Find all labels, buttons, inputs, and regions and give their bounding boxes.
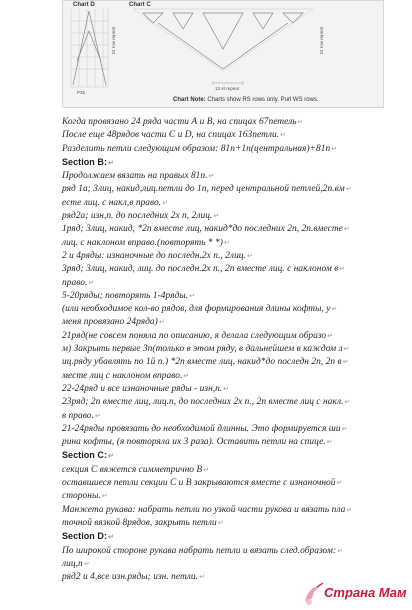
paragraph-mark-icon: ↵ xyxy=(336,479,343,488)
paragraph-mark-icon: ↵ xyxy=(345,185,352,194)
paragraph-mark-icon: ↵ xyxy=(208,172,215,181)
line-text: лиц. с наклоном вправо.(повторять * *) xyxy=(62,237,223,248)
line-text: 3ряд; 3лиц, накид, лиц. до последн.2х п., 2п вместе лиц. с наклоном в xyxy=(62,264,339,275)
line-text: стороны. xyxy=(62,491,101,502)
chart-note xyxy=(173,97,319,103)
knitting-chart-image xyxy=(62,0,384,108)
line-text: 1ряд; 3лиц, накид, *2п вместе лиц, накид*до последних 2п, 2п.вместе xyxy=(62,224,343,235)
line-text: Section C: xyxy=(62,450,108,461)
text-line xyxy=(62,343,408,356)
line-text: (или необходимое кол-во рядов, для формирования длины кофты, у xyxy=(62,304,331,315)
text-line xyxy=(62,277,408,290)
line-text: ряд2 и 4,все изн.ряды; изн. петли. xyxy=(62,572,199,583)
line-text: 2 и 4ряды: изнаночные до последн.2х п., 2лиц. xyxy=(62,250,246,261)
chart-d-label: Chart D xyxy=(73,2,95,8)
paragraph-mark-icon: ↵ xyxy=(337,546,344,555)
paragraph-mark-icon: ↵ xyxy=(280,131,287,140)
text-line xyxy=(62,477,408,490)
line-text: есте лиц. с накл,в право. xyxy=(62,197,162,208)
text-line xyxy=(62,183,408,196)
text-line xyxy=(62,170,408,183)
paragraph-mark-icon: ↵ xyxy=(344,398,351,407)
line-text: По широкой стороне рукава набрать петли и вязать след.образом: xyxy=(62,545,337,556)
line-text: 21ряд(не совсем поняла по описанию, я делала следующим образо xyxy=(62,330,327,341)
line-text: 5-20ряды; повторять 1-4ряды. xyxy=(62,290,189,301)
line-text: ряд 1а; 3лиц, накид,лиц.петли до 1п, перед центральной петлей,2п.вм xyxy=(62,184,345,195)
text-line xyxy=(62,129,408,142)
paragraph-mark-icon: ↵ xyxy=(343,345,350,354)
stork-icon xyxy=(302,581,324,607)
text-line xyxy=(62,383,408,396)
paragraph-mark-icon: ↵ xyxy=(346,505,353,514)
line-text: Section B: xyxy=(62,156,108,167)
text-line xyxy=(62,143,408,156)
text-line xyxy=(62,223,408,236)
paragraph-mark-icon: ↵ xyxy=(108,453,114,461)
paragraph-mark-icon: ↵ xyxy=(297,118,304,126)
chart-note-prefix: Chart Note: xyxy=(173,97,206,103)
section-heading xyxy=(62,530,408,544)
text-line xyxy=(62,558,408,571)
text-line xyxy=(62,410,408,423)
line-text: право. xyxy=(62,277,88,288)
paragraph-mark-icon: ↵ xyxy=(199,573,205,582)
line-text: 22-24ряд и все изнаночные ряды - изн,п. xyxy=(62,383,223,394)
logo-text: Страна Мам xyxy=(324,585,407,600)
paragraph-mark-icon: ↵ xyxy=(213,212,220,221)
chart-repeat-label: 12-st repeat xyxy=(215,86,240,91)
line-text: м) Закрыть первые 3п(только в этом ряду, в дальнейшем в каждом л xyxy=(62,344,343,355)
paragraph-mark-icon: ↵ xyxy=(101,492,108,501)
paragraph-mark-icon: ↵ xyxy=(246,251,253,260)
paragraph-mark-icon: ↵ xyxy=(83,559,90,568)
line-text: точной вязкой 8рядов, закрыть петли xyxy=(62,517,217,528)
knitting-chart-grid xyxy=(63,1,385,109)
text-line xyxy=(62,396,408,409)
line-text: Разделить петли следующим образом: 81п+1п(центральная)+81п xyxy=(62,143,331,154)
text-line xyxy=(62,490,408,503)
line-text: Продолжаем вязать на правых 81п. xyxy=(62,171,208,182)
text-line xyxy=(62,436,408,449)
site-logo xyxy=(302,579,410,607)
chart-note-text: Charts show RS rows only. Purl WS rows. xyxy=(205,97,319,103)
paragraph-mark-icon: ↵ xyxy=(158,318,165,327)
line-text: иц.ряду убавлять по 1й п.) *2п вместе лиц, накид*до последн 2п, 2п в xyxy=(62,357,342,368)
paragraph-mark-icon: ↵ xyxy=(331,144,338,153)
text-line xyxy=(62,250,408,263)
paragraph-mark-icon: ↵ xyxy=(108,159,114,167)
line-text: 21-24ряды провязать до необходимой длинны. Это формируется ши xyxy=(62,423,341,434)
chart-p-label: P35 xyxy=(77,90,86,95)
line-text: секция С вяжется симметрично В xyxy=(62,464,203,475)
line-text: Section D: xyxy=(62,531,108,542)
section-heading xyxy=(62,449,408,463)
paragraph-mark-icon: ↵ xyxy=(327,331,334,340)
text-line xyxy=(62,464,408,477)
line-text: После еще 48рядов части С и D, на спицах 163петли. xyxy=(62,130,280,141)
paragraph-mark-icon: ↵ xyxy=(189,291,196,300)
chart-c-label: Chart C xyxy=(129,2,151,8)
text-line xyxy=(62,237,408,250)
text-line xyxy=(62,517,408,530)
paragraph-mark-icon: ↵ xyxy=(183,371,190,380)
paragraph-mark-icon: ↵ xyxy=(88,278,95,287)
text-line xyxy=(62,545,408,558)
text-line xyxy=(62,197,408,210)
text-line xyxy=(62,423,408,436)
line-text: ряд2а; изн,п. до последних 2х п, 2лиц. xyxy=(62,211,213,222)
line-text: в право. xyxy=(62,410,94,421)
paragraph-mark-icon: ↵ xyxy=(203,465,210,474)
line-text: лиц,п xyxy=(62,558,83,569)
line-text: месте лиц с наклоном вправо. xyxy=(62,370,183,381)
paragraph-mark-icon: ↵ xyxy=(326,438,333,447)
chart-c-repeat-note: 24 row repeat xyxy=(319,27,324,55)
paragraph-mark-icon: ↵ xyxy=(217,518,224,527)
text-line xyxy=(62,316,408,329)
paragraph-mark-icon: ↵ xyxy=(342,358,349,367)
paragraph-mark-icon: ↵ xyxy=(341,424,348,433)
text-line xyxy=(62,504,408,517)
text-line xyxy=(62,303,408,316)
text-line xyxy=(62,356,408,369)
paragraph-mark-icon: ↵ xyxy=(339,265,346,274)
text-line xyxy=(62,210,408,223)
section-heading xyxy=(62,156,408,170)
text-line xyxy=(62,330,408,343)
line-text: рина кофты, (я повторяла их 3 раза). Оставить петли на спице. xyxy=(62,437,326,448)
paragraph-mark-icon: ↵ xyxy=(223,384,230,393)
text-line xyxy=(62,116,408,129)
line-text: Манжета рукава: набрать петли по узкой части рукова и вязать пла xyxy=(62,504,346,515)
line-text: меня провязано 24ряда) xyxy=(62,317,158,328)
paragraph-mark-icon: ↵ xyxy=(343,225,350,234)
paragraph-mark-icon: ↵ xyxy=(108,534,114,542)
text-line xyxy=(62,263,408,276)
line-text: Когда провязано 24 ряда части А и В, на спицах 67петель xyxy=(62,117,297,127)
paragraph-mark-icon: ↵ xyxy=(223,238,230,247)
text-line xyxy=(62,290,408,303)
paragraph-mark-icon: ↵ xyxy=(331,305,338,314)
line-text: оставшиеся петли секции С и В закрываются вместе с изнаночной xyxy=(62,478,336,489)
line-text: 23ряд; 2п вместе лиц, лиц.п, до последних 2х п., 2п вместе лиц с накл. xyxy=(62,397,344,408)
pattern-text xyxy=(62,116,408,584)
paragraph-mark-icon: ↵ xyxy=(94,411,101,420)
text-line xyxy=(62,370,408,383)
paragraph-mark-icon: ↵ xyxy=(162,198,169,207)
chart-d-repeat-note: 24 row repeat xyxy=(111,27,116,55)
